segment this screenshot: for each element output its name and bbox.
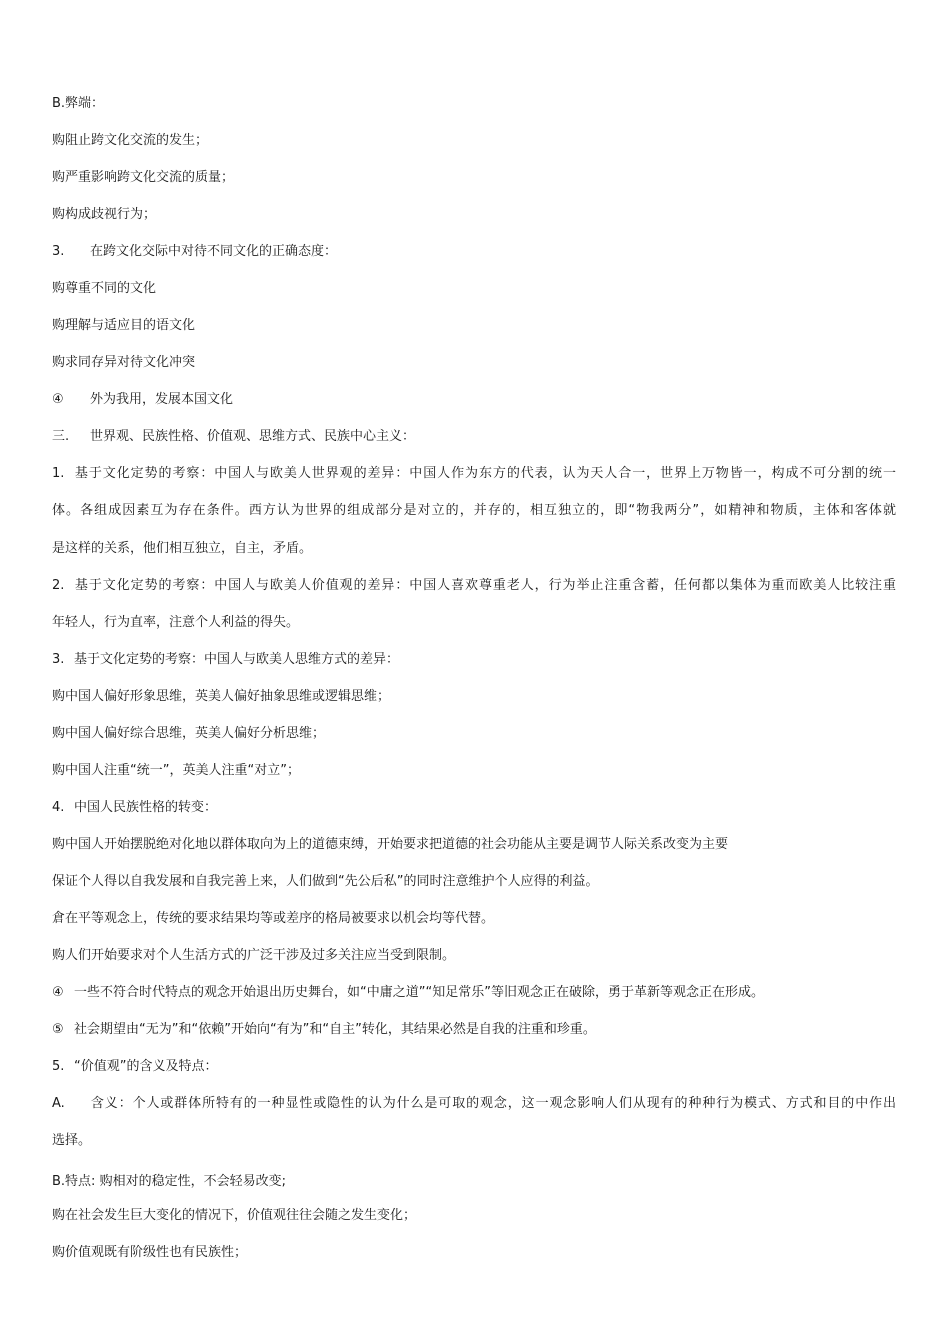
list-number: ⑤ bbox=[52, 1022, 64, 1037]
list-number: A. bbox=[52, 1096, 65, 1111]
paragraph-line: 是这样的关系，他们相互独立，自主，矛盾。 bbox=[52, 541, 313, 556]
text-line: 购尊重不同的文化 bbox=[52, 281, 157, 296]
section-heading: 三. 世界观、民族性格、价值观、思维方式、民族中心主义： bbox=[52, 429, 416, 444]
list-number: 5. bbox=[52, 1059, 65, 1074]
text-line: 购中国人偏好综合思维，英美人偏好分析思维； bbox=[52, 726, 326, 741]
text-line: 购中国人开始摆脱绝对化地以群体取向为上的道德束缚，开始要求把道德的社会功能从主要是调节人际关系改变为主要 bbox=[52, 837, 729, 852]
list-number: 1. bbox=[52, 466, 65, 481]
list-number: ④ bbox=[52, 392, 64, 407]
paragraph-line: 2. 基于文化定势的考察：中国人与欧美人价值观的差异：中国人喜欢尊重老人，行为举止注重含蓄，任何都以集体为重而欧美人比较注重 bbox=[52, 578, 896, 593]
text-line: 购严重影响跨文化交流的质量； bbox=[52, 170, 235, 185]
text-line: 购价值观既有阶级性也有民族性； bbox=[52, 1245, 248, 1260]
paragraph-line: A. 含义：个人或群体所特有的一种显性或隐性的认为什么是可取的观念，这一观念影响人们从现有的种种行为模式、方式和目的中作出 bbox=[52, 1096, 896, 1111]
text-line: 购人们开始要求对个人生活方式的广泛干涉及过多关注应当受到限制。 bbox=[52, 948, 456, 963]
paragraph-line: 体。各组成因素互为存在条件。西方认为世界的组成部分是对立的，并存的，相互独立的，即“物我两分”，如精神和物质，主体和客体就 bbox=[52, 503, 896, 518]
text-line: 购构成歧视行为； bbox=[52, 207, 157, 222]
numbered-line: ④ 一些不符合时代特点的观念开始退出历史舞台，如“中庸之道”“知足常乐”等旧观念正在破除，勇于革新等观念正在形成。 bbox=[52, 985, 764, 1000]
numbered-line: 3. 基于文化定势的考察：中国人与欧美人思维方式的差异： bbox=[52, 652, 400, 667]
list-number: 2. bbox=[52, 578, 65, 593]
paragraph-line: 1. 基于文化定势的考察：中国人与欧美人世界观的差异：中国人作为东方的代表，认为天人合一，世界上万物皆一，构成不可分割的统一 bbox=[52, 466, 896, 481]
list-number: 4. bbox=[52, 800, 65, 815]
text-line: 倉在平等观念上，传统的要求结果均等或差序的格局被要求以机会均等代替。 bbox=[52, 911, 495, 926]
text-line: 购理解与适应目的语文化 bbox=[52, 318, 196, 333]
list-number: 3. bbox=[52, 244, 65, 259]
text-line: 购阻止跨文化交流的发生； bbox=[52, 133, 209, 148]
text-line: B.特点: 购相对的稳定性，不会轻易改变; bbox=[52, 1174, 286, 1189]
text-line: 购中国人偏好形象思维，英美人偏好抽象思维或逻辑思维； bbox=[52, 689, 391, 704]
numbered-line: ④ 外为我用，发展本国文化 bbox=[52, 392, 234, 407]
text-line: 购中国人注重“统一”，英美人注重“对立”； bbox=[52, 763, 300, 778]
text-line: B.弊端： bbox=[52, 96, 105, 111]
list-number: ④ bbox=[52, 985, 64, 1000]
numbered-line: 5. “价值观”的含义及特点： bbox=[52, 1059, 218, 1074]
text-line: 购在社会发生巨大变化的情况下，价值观往往会随之发生变化； bbox=[52, 1208, 417, 1223]
numbered-line: ⑤ 社会期望由“无为”和“依赖”开始向“有为”和“自主”转化，其结果必然是自我的注重和珍重。 bbox=[52, 1022, 596, 1037]
numbered-line: 3. 在跨文化交际中对待不同文化的正确态度： bbox=[52, 244, 338, 259]
list-number: 3. bbox=[52, 652, 65, 667]
paragraph-line: 年轻人，行为直率，注意个人利益的得失。 bbox=[52, 615, 300, 630]
list-number: 三. bbox=[52, 429, 70, 444]
paragraph-line: 选择。 bbox=[52, 1133, 92, 1148]
text-line: 购求同存异对待文化冲突 bbox=[52, 355, 196, 370]
numbered-line: 4. 中国人民族性格的转变： bbox=[52, 800, 218, 815]
text-line: 保证个人得以自我发展和自我完善上来，人们做到“先公后私”的同时注意维护个人应得的利益。 bbox=[52, 874, 599, 889]
